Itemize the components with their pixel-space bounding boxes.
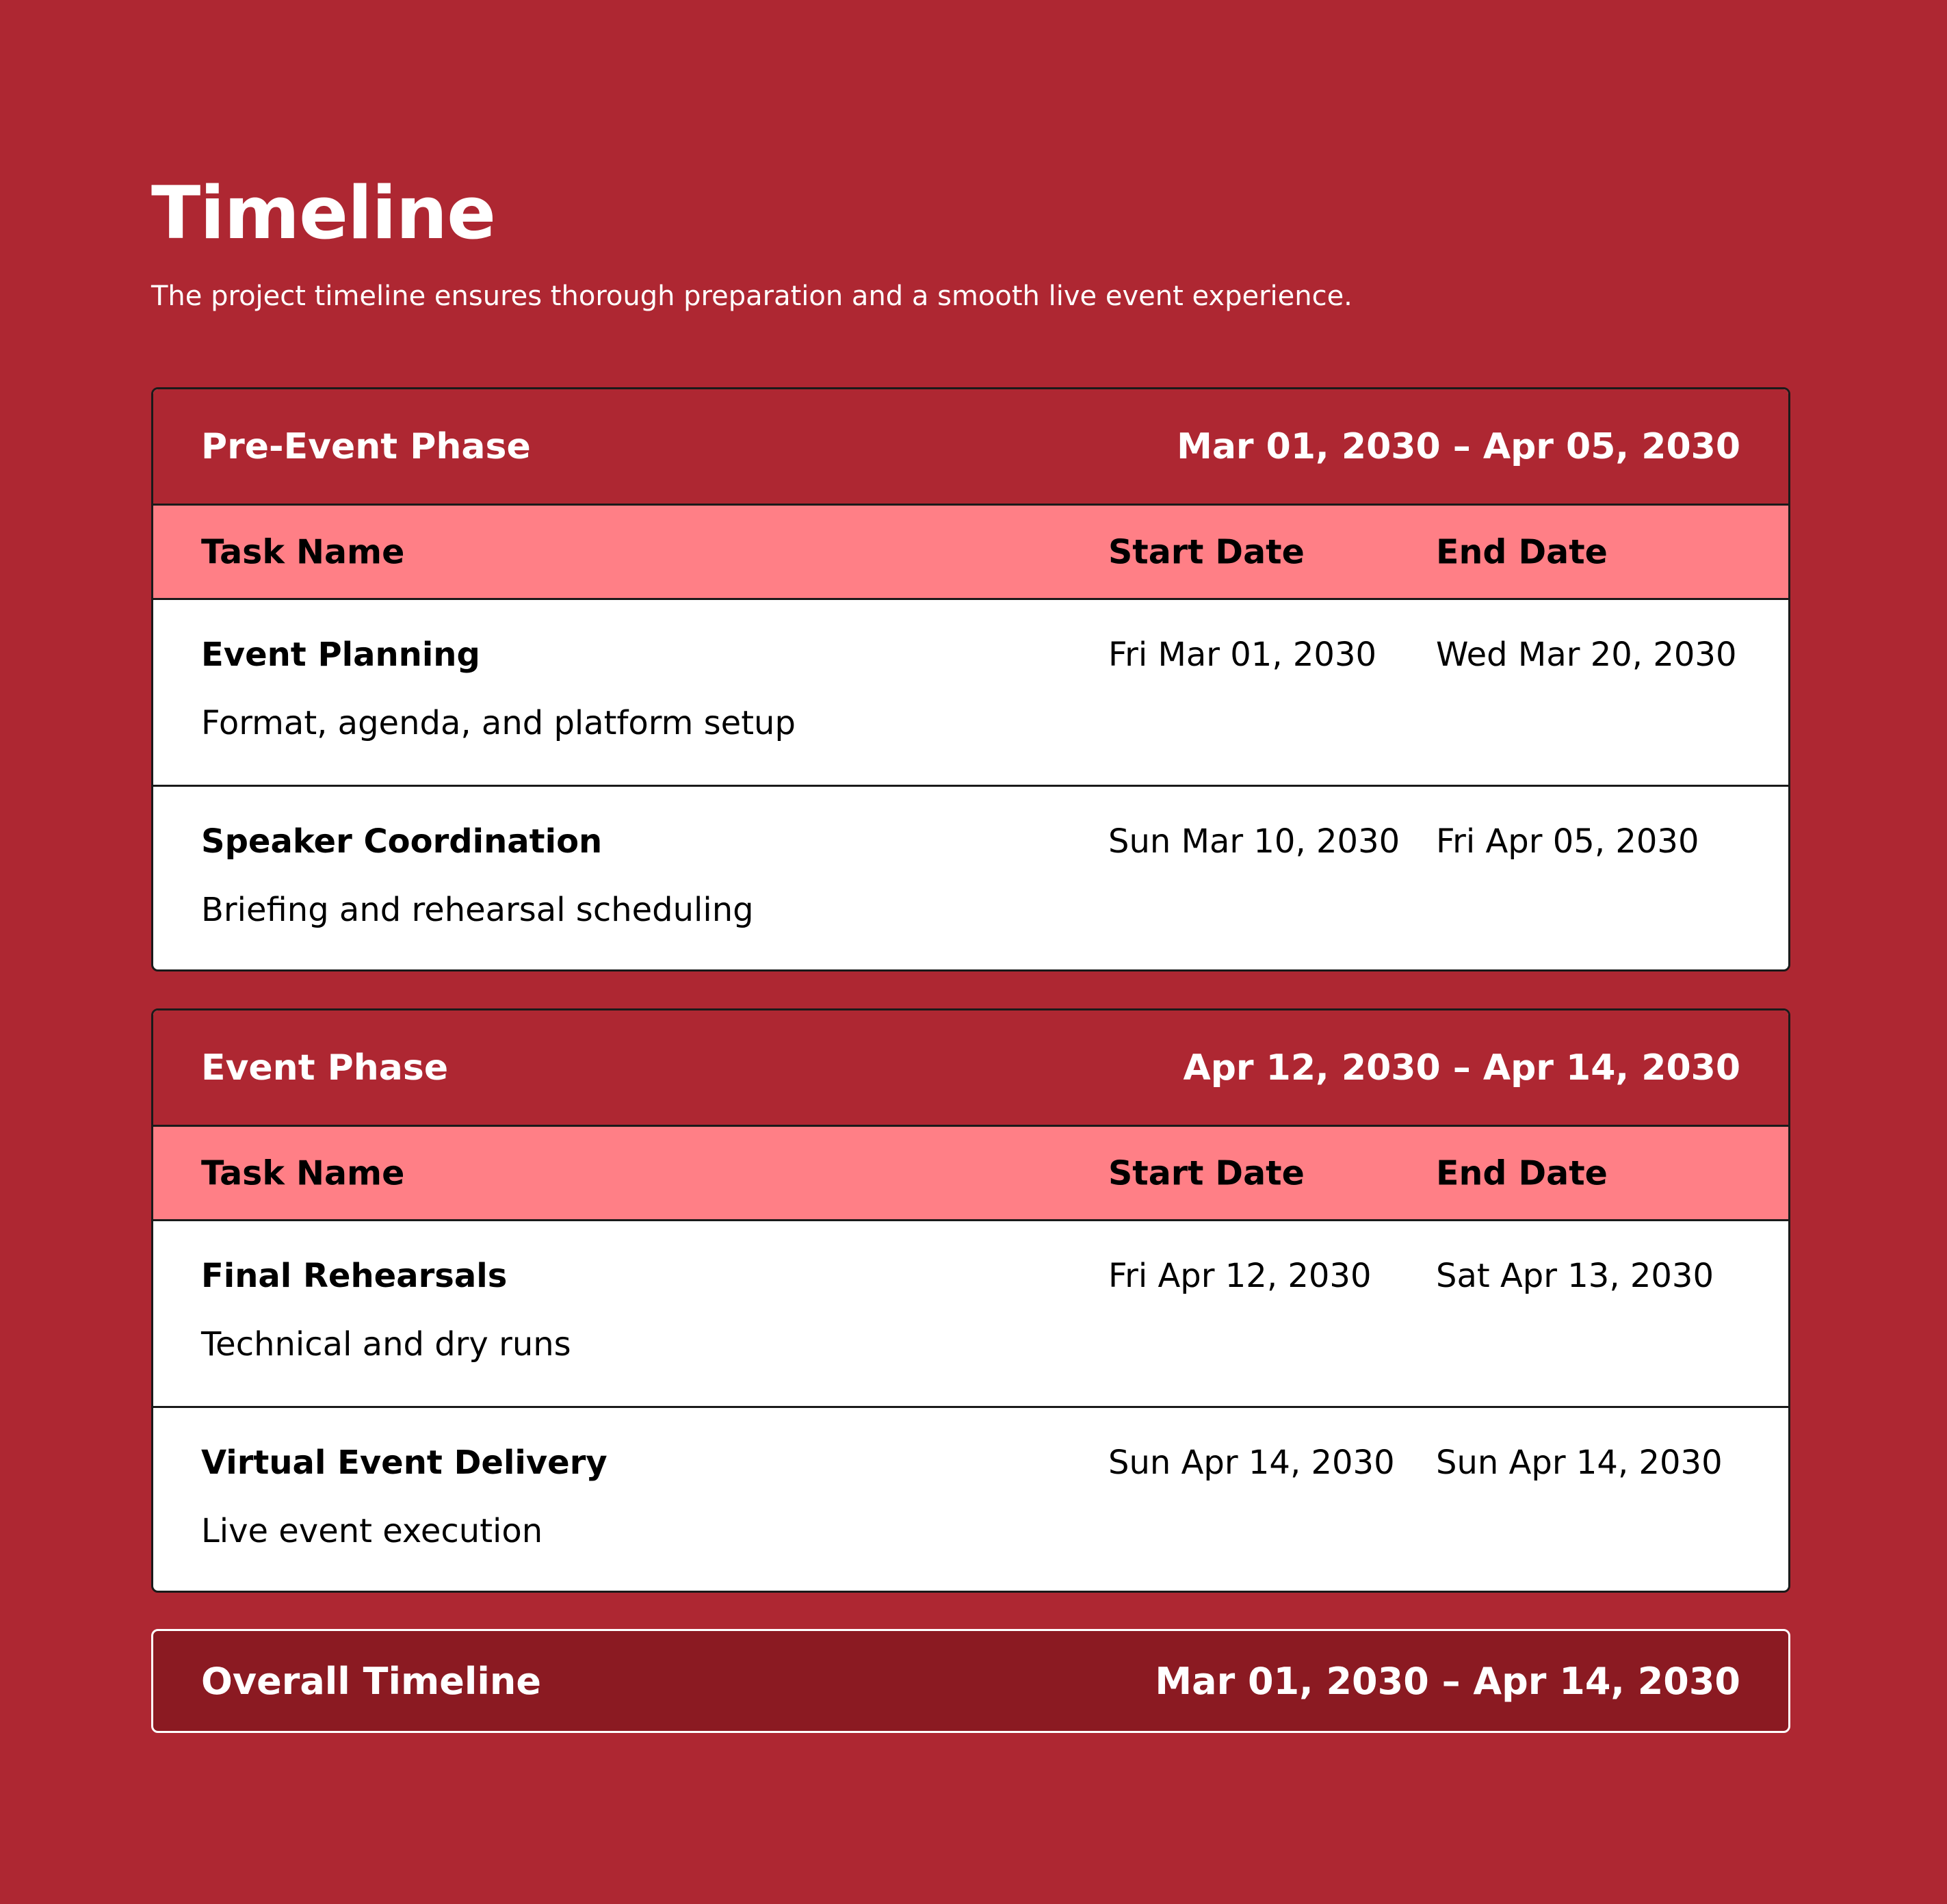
table-header bbox=[153, 1127, 1788, 1221]
task-name: Final Rehearsals bbox=[201, 1257, 508, 1295]
overall-timeline bbox=[151, 1629, 1790, 1733]
table-row bbox=[153, 1406, 1788, 1591]
overall-label: Overall Timeline bbox=[201, 1659, 541, 1703]
task-name: Speaker Coordination bbox=[201, 822, 603, 861]
phase-card-pre-event bbox=[151, 387, 1790, 971]
column-end-date: End Date bbox=[1436, 532, 1608, 571]
task-end-date: Sat Apr 13, 2030 bbox=[1436, 1257, 1714, 1295]
column-start-date: Start Date bbox=[1108, 532, 1305, 571]
phase-name: Pre-Event Phase bbox=[201, 426, 531, 467]
phase-header bbox=[153, 1010, 1788, 1127]
phase-header bbox=[153, 389, 1788, 506]
task-description: Briefing and rehearsal scheduling bbox=[201, 891, 754, 929]
task-start-date: Sun Apr 14, 2030 bbox=[1108, 1444, 1395, 1482]
table-header bbox=[153, 506, 1788, 600]
table-row bbox=[153, 600, 1788, 785]
column-start-date: Start Date bbox=[1108, 1153, 1305, 1192]
task-name: Event Planning bbox=[201, 636, 480, 674]
task-end-date: Wed Mar 20, 2030 bbox=[1436, 636, 1737, 674]
page-subtitle: The project timeline ensures thorough preparation and a smooth live event experience. bbox=[151, 281, 1353, 312]
phase-name: Event Phase bbox=[201, 1047, 449, 1088]
phase-card-event bbox=[151, 1008, 1790, 1593]
task-description: Format, agenda, and platform setup bbox=[201, 704, 796, 742]
column-end-date: End Date bbox=[1436, 1153, 1608, 1192]
task-start-date: Fri Mar 01, 2030 bbox=[1108, 636, 1377, 674]
table-row bbox=[153, 785, 1788, 969]
task-end-date: Sun Apr 14, 2030 bbox=[1436, 1444, 1723, 1482]
table-row bbox=[153, 1221, 1788, 1406]
task-start-date: Fri Apr 12, 2030 bbox=[1108, 1257, 1372, 1295]
task-description: Technical and dry runs bbox=[201, 1325, 571, 1364]
column-task-name: Task Name bbox=[201, 1153, 405, 1192]
task-description: Live event execution bbox=[201, 1512, 543, 1550]
task-end-date: Fri Apr 05, 2030 bbox=[1436, 822, 1699, 861]
overall-range: Mar 01, 2030 – Apr 14, 2030 bbox=[1155, 1659, 1740, 1703]
task-start-date: Sun Mar 10, 2030 bbox=[1108, 822, 1400, 861]
page-title: Timeline bbox=[151, 171, 496, 255]
phase-range: Apr 12, 2030 – Apr 14, 2030 bbox=[1183, 1047, 1740, 1088]
column-task-name: Task Name bbox=[201, 532, 405, 571]
phase-range: Mar 01, 2030 – Apr 05, 2030 bbox=[1177, 426, 1740, 467]
task-name: Virtual Event Delivery bbox=[201, 1444, 607, 1482]
